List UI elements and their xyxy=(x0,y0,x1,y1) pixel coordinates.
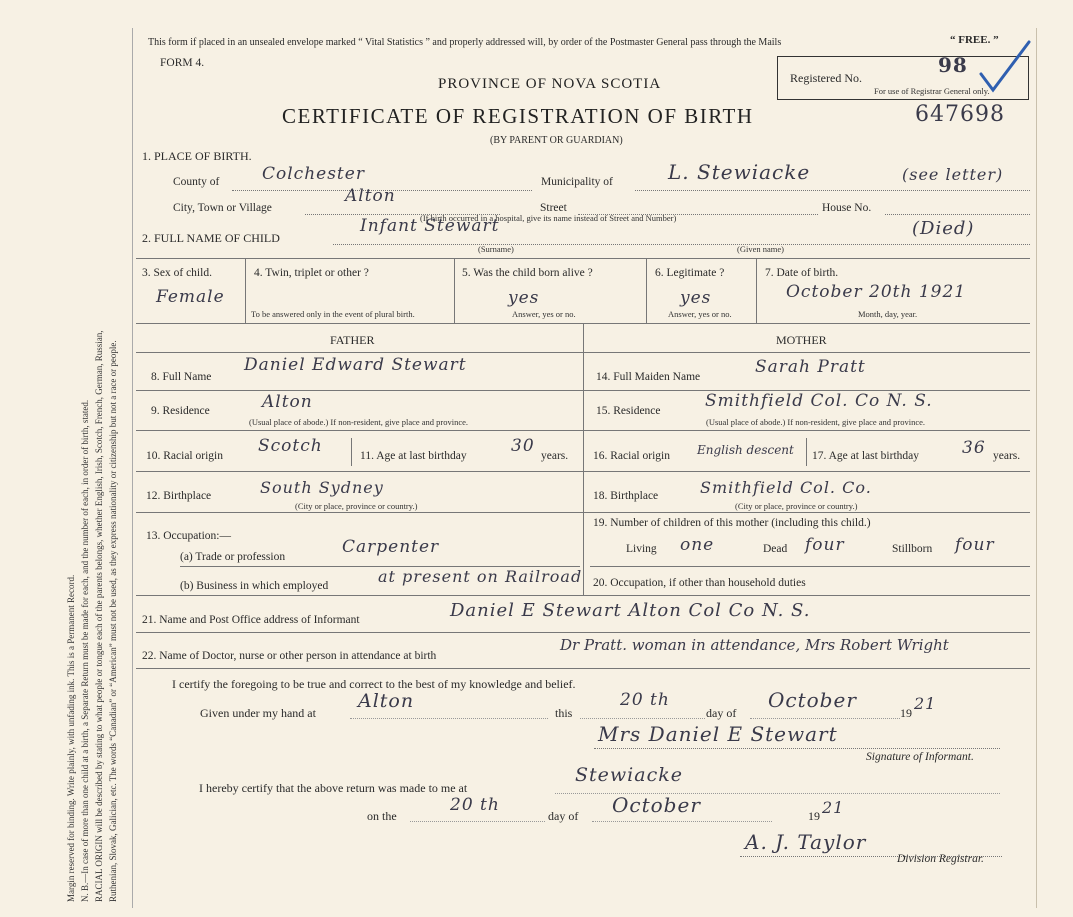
born-alive-value: yes xyxy=(508,288,540,308)
on-the-label: on the xyxy=(367,809,397,823)
twin-label: 4. Twin, triplet or other ? xyxy=(254,267,369,279)
birth-date-note: Month, day, year. xyxy=(858,309,918,319)
born-alive-label: 5. Was the child born alive ? xyxy=(462,267,593,279)
surname-caption: (Surname) xyxy=(478,244,514,254)
father-residence-note: (Usual place of abode.) If non-resident, give place and province. xyxy=(249,417,469,427)
trade-value: Carpenter xyxy=(342,537,440,557)
margin-note-1: Margin reserved for binding. Write plainly, with unfading ink. This is a Permanent Record. xyxy=(66,574,76,902)
mother-age-value: 36 xyxy=(962,438,986,458)
street-label: Street xyxy=(540,202,567,214)
certify-statement: I certify the foregoing to be true and correct to the best of my knowledge and belief. xyxy=(172,677,576,691)
return-year-prefix: 19 xyxy=(808,809,820,823)
return-day-value: 20 th xyxy=(450,795,500,815)
registrar-use-note: For use of Registrar General only. xyxy=(874,86,990,96)
father-age-years: years. xyxy=(541,450,569,462)
mother-heading: MOTHER xyxy=(776,333,827,347)
father-racial-value: Scotch xyxy=(258,436,323,456)
province-heading: PROVINCE OF NOVA SCOTIA xyxy=(438,76,662,92)
county-label: County of xyxy=(173,176,220,188)
mother-age-label: 17. Age at last birthday xyxy=(812,450,919,462)
margin-notes xyxy=(62,30,124,910)
father-birthplace-note: (City or place, province or country.) xyxy=(295,501,418,511)
mother-birthplace-label: 18. Birthplace xyxy=(593,490,659,502)
mother-birthplace-note: (City or place, province or country.) xyxy=(735,501,858,511)
given-day-of-label: day of xyxy=(706,706,737,720)
living-value: one xyxy=(680,535,715,555)
given-year-prefix: 19 xyxy=(900,706,912,720)
father-residence-label: 9. Residence xyxy=(151,405,210,417)
return-place-value: Stewiacke xyxy=(575,764,683,786)
informant-value: Daniel E Stewart Alton Col Co N. S. xyxy=(450,600,811,621)
birth-date-value: October 20th 1921 xyxy=(786,282,967,302)
informant-signature-label: Signature of Informant. xyxy=(866,751,974,763)
certificate-subtitle: (BY PARENT OR GUARDIAN) xyxy=(490,135,623,146)
municipality-value: L. Stewiacke xyxy=(668,160,811,184)
born-alive-note: Answer, yes or no. xyxy=(512,309,576,319)
county-value: Colchester xyxy=(262,164,365,184)
certificate-number: 647698 xyxy=(915,102,1005,127)
house-number-label: House No. xyxy=(822,202,872,214)
return-day-of-label: day of xyxy=(548,809,579,823)
father-name-label: 8. Full Name xyxy=(151,371,212,383)
given-name-caption: (Given name) xyxy=(737,244,784,254)
stillborn-label: Stillborn xyxy=(892,543,933,555)
father-age-label: 11. Age at last birthday xyxy=(360,450,467,462)
margin-note-4: Ruthenian, Slovak, Galician, etc. The words “Canadian” or “American” must not be used, as they express nationality or citizenship but not a race or people. xyxy=(108,340,118,902)
return-month-value: October xyxy=(612,793,701,817)
died-note: (Died) xyxy=(912,218,975,239)
mother-residence-note: (Usual place of abode.) If non-resident, give place and province. xyxy=(706,417,926,427)
mail-notice: This form if placed in an unsealed envelope marked “ Vital Statistics ” and properly addressed will, by order of the Postmaster General pass through the Mails xyxy=(148,37,782,48)
legitimate-note: Answer, yes or no. xyxy=(668,309,732,319)
father-occupation-label: 13. Occupation:— xyxy=(146,530,231,542)
sex-value: Female xyxy=(156,287,225,307)
margin-note-2: N. B.—In case of more than one child at a birth, a Separate Return must be made for each, and the number of each, in order of birth, stated. xyxy=(80,399,90,902)
mother-racial-value: English descent xyxy=(697,443,794,457)
father-age-value: 30 xyxy=(511,436,535,456)
certificate-title: CERTIFICATE OF REGISTRATION OF BIRTH xyxy=(282,104,754,128)
return-label: I hereby certify that the above return was made to me at xyxy=(199,781,468,795)
father-birthplace-value: South Sydney xyxy=(260,478,384,497)
hospital-note: (If birth occurred in a hospital, give its name instead of Street and Number) xyxy=(420,213,677,223)
father-name-value: Daniel Edward Stewart xyxy=(244,355,467,375)
twin-note: To be answered only in the event of plural birth. xyxy=(251,309,415,319)
given-month-value: October xyxy=(768,688,857,712)
legitimate-label: 6. Legitimate ? xyxy=(655,267,725,279)
father-birthplace-label: 12. Birthplace xyxy=(146,490,212,502)
business-value: at present on Railroad xyxy=(378,567,583,586)
given-under-label: Given under my hand at xyxy=(200,706,316,720)
doctor-value: Dr Pratt. woman in attendance, Mrs Robert Wright xyxy=(560,636,949,654)
given-year-value: 21 xyxy=(914,694,937,713)
city-label: City, Town or Village xyxy=(173,202,272,214)
living-label: Living xyxy=(626,543,657,555)
mother-birthplace-value: Smithfield Col. Co. xyxy=(700,478,872,497)
mother-name-label: 14. Full Maiden Name xyxy=(596,371,701,383)
return-year-value: 21 xyxy=(822,798,845,817)
registered-value: 98 xyxy=(938,53,968,77)
place-of-birth-label: 1. PLACE OF BIRTH. xyxy=(142,149,252,163)
given-day-value: 20 th xyxy=(620,690,670,710)
dead-label: Dead xyxy=(763,543,788,555)
stillborn-value: four xyxy=(955,535,995,555)
division-registrar-label: Division Registrar. xyxy=(897,853,984,865)
mother-racial-label: 16. Racial origin xyxy=(593,450,670,462)
legitimate-value: yes xyxy=(680,288,712,308)
margin-note-3: RACIAL ORIGIN will be described by stating to what people or tongue each of the parents belongs, whether English, Irish, Scotch, French, German, Russian, xyxy=(94,330,104,902)
dead-value: four xyxy=(805,535,845,555)
child-name-value: Infant Stewart xyxy=(360,216,500,236)
mother-occupation-label: 20. Occupation, if other than household duties xyxy=(593,577,806,589)
doctor-label: 22. Name of Doctor, nurse or other person in attendance at birth xyxy=(142,650,437,662)
informant-label: 21. Name and Post Office address of Informant xyxy=(142,614,360,626)
mother-name-value: Sarah Pratt xyxy=(755,357,866,377)
children-count-label: 19. Number of children of this mother (including this child.) xyxy=(593,517,871,529)
free-label: “ FREE. ” xyxy=(950,34,999,46)
father-heading: FATHER xyxy=(330,333,375,347)
city-value: Alton xyxy=(345,186,396,206)
this-label: this xyxy=(555,706,573,720)
municipality-label: Municipality of xyxy=(541,176,613,188)
sex-label: 3. Sex of child. xyxy=(142,267,212,279)
form-number: FORM 4. xyxy=(160,57,205,69)
registrar-signature-value: A. J. Taylor xyxy=(745,830,867,854)
registered-label: Registered No. xyxy=(790,71,862,85)
mother-residence-value: Smithfield Col. Co N. S. xyxy=(705,391,933,411)
given-place-value: Alton xyxy=(358,690,415,712)
informant-signature-value: Mrs Daniel E Stewart xyxy=(598,722,838,746)
trade-label: (a) Trade or profession xyxy=(180,551,286,563)
father-racial-label: 10. Racial origin xyxy=(146,450,223,462)
checkmark-icon xyxy=(975,36,1035,96)
mother-age-years: years. xyxy=(993,450,1021,462)
municipality-note: (see letter) xyxy=(902,165,1004,184)
mother-residence-label: 15. Residence xyxy=(596,405,661,417)
birth-date-label: 7. Date of birth. xyxy=(765,267,839,279)
business-label: (b) Business in which employed xyxy=(180,580,329,592)
father-residence-value: Alton xyxy=(262,392,313,412)
child-name-label: 2. FULL NAME OF CHILD xyxy=(142,231,280,245)
